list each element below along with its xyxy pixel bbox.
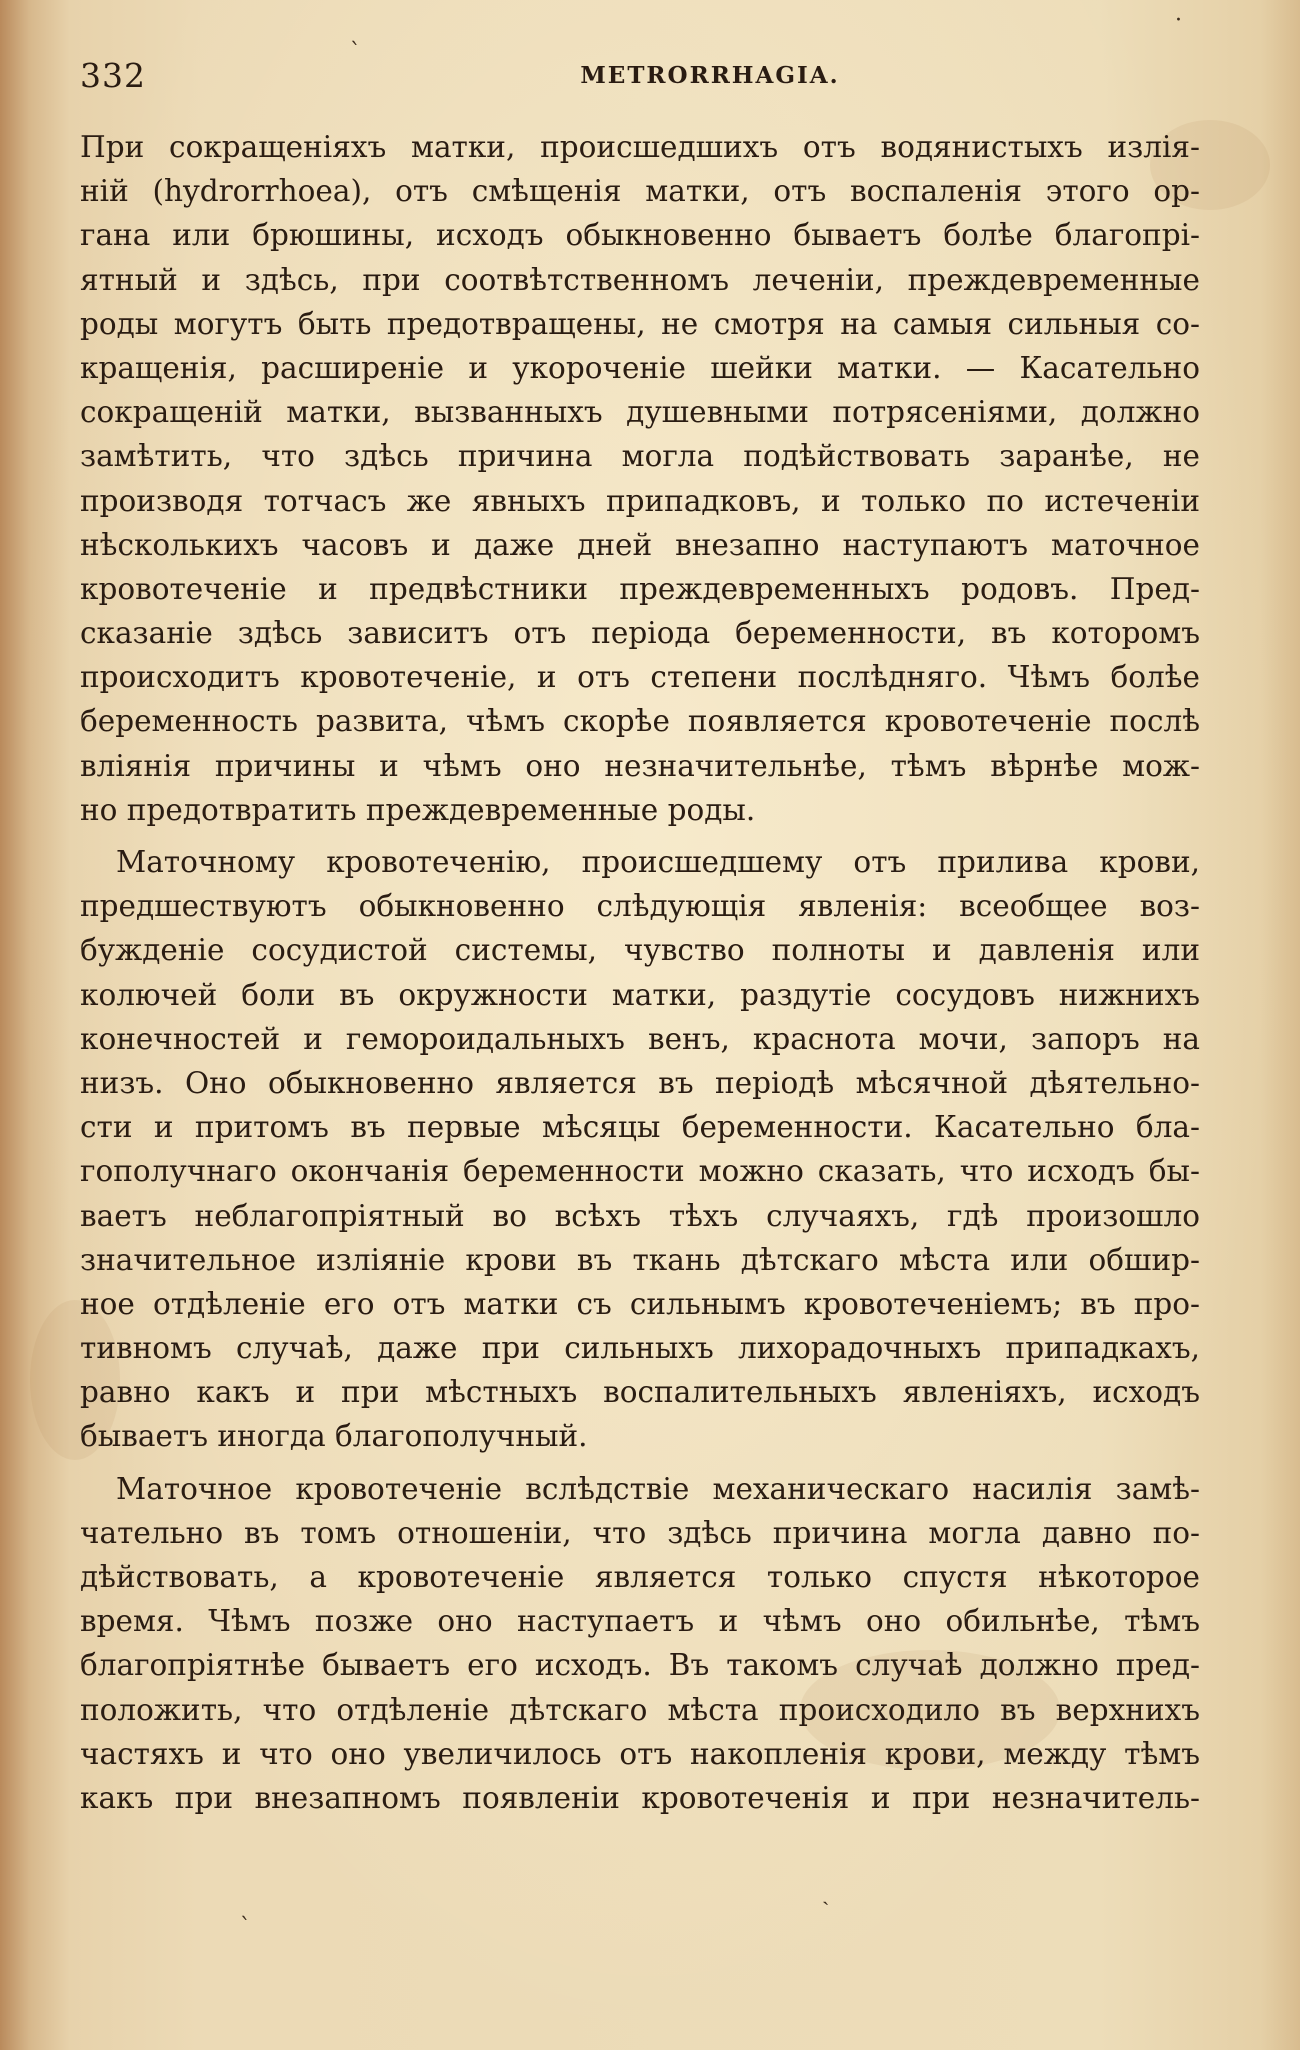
text-line: замѣтить, что здѣсь причина могла подѣйствовать заранѣе, не <box>80 439 1200 474</box>
text-line: кровотеченіе и предвѣстники преждевременныхъ родовъ. Пред- <box>80 571 1200 606</box>
paragraph-gap <box>80 832 1200 840</box>
text-line: роды могутъ быть предотвращены, не смотря на самыя сильныя со- <box>80 306 1200 341</box>
text-line: При сокращеніяхъ матки, происшедшихъ отъ водянистыхъ излія- <box>80 130 1200 164</box>
text-line: какъ при внезапномъ появленіи кровотеченія и при незначитель- <box>80 1780 1200 1815</box>
text-line: бужденіе сосудистой системы, чувство полноты и давленія или <box>80 933 1200 968</box>
text-line: Маточному кровотеченію, происшедшему отъ прилива крови, <box>116 845 1200 879</box>
text-line: конечностей и гемороидальныхъ венъ, краснота мочи, запоръ на <box>80 1021 1200 1056</box>
text-line: тивномъ случаѣ, даже при сильныхъ лихорадочныхъ припадкахъ, <box>80 1331 1200 1366</box>
text-line: ваетъ неблагопріятный во всѣхъ тѣхъ случаяхъ, гдѣ произошло <box>80 1198 1200 1233</box>
text-line: гополучнаго окончанія беременности можно сказать, что исходъ бы- <box>80 1154 1200 1189</box>
paragraph <box>80 1467 1200 1821</box>
text-line: бываетъ иногда благополучный. <box>80 1419 588 1454</box>
text-line: Маточное кровотеченіе вслѣдствіе механическаго насилія замѣ- <box>116 1471 1200 1506</box>
text-line: сокращеній матки, вызванныхъ душевными потрясеніями, должно <box>80 395 1200 430</box>
text-line: время. Чѣмъ позже оно наступаетъ и чѣмъ оно обильнѣе, тѣмъ <box>80 1604 1200 1639</box>
text-line: производя тотчасъ же явныхъ припадковъ, и только по истеченіи <box>80 483 1200 518</box>
text-line: гана или брюшины, исходъ обыкновенно бываетъ болѣе благопрі- <box>80 218 1200 253</box>
text-line: чательно въ томъ отношеніи, что здѣсь причина могла давно по- <box>80 1515 1200 1550</box>
paragraph <box>80 125 1200 832</box>
speck-mark: · <box>1175 8 1182 33</box>
text-line: частяхъ и что оно увеличилось отъ накопленія крови, между тѣмъ <box>80 1736 1200 1771</box>
text-line: низъ. Оно обыкновенно является въ періодѣ мѣсячной дѣятельно- <box>80 1065 1200 1100</box>
text-line: вліянія причины и чѣмъ оно незначительнѣе, тѣмъ вѣрнѣе мож- <box>80 748 1200 783</box>
text-line: равно какъ и при мѣстныхъ воспалительныхъ явленіяхъ, исходъ <box>80 1375 1200 1410</box>
text-line: предшествуютъ обыкновенно слѣдующія явленія: всеобщее воз- <box>80 889 1200 924</box>
speck-mark: ˋ <box>240 1915 251 1940</box>
running-head: METRORRHAGIA. <box>580 62 840 89</box>
text-line: но предотвратить преждевременные роды. <box>80 792 756 827</box>
text-line: кращенія, расширеніе и укороченіе шейки матки. — Касательно <box>80 350 1200 385</box>
text-line: беременность развита, чѣмъ скорѣе появляется кровотеченіе послѣ <box>80 704 1200 739</box>
paragraph <box>80 840 1200 1459</box>
text-line: ній (hydrorrhoea), отъ смѣщенія матки, отъ воспаленія этого ор- <box>80 174 1200 209</box>
text-line: нѣсколькихъ часовъ и даже дней внезапно наступаютъ маточное <box>80 527 1200 562</box>
text-line: происходитъ кровотеченіе, и отъ степени послѣдняго. Чѣмъ болѣе <box>80 660 1200 695</box>
text-line: ное отдѣленіе его отъ матки съ сильнымъ кровотеченіемъ; въ про- <box>80 1286 1200 1321</box>
page-number: 332 <box>80 56 146 95</box>
text-line: значительное изліяніе крови въ ткань дѣтскаго мѣста или обшир- <box>80 1242 1200 1277</box>
text-line: сти и притомъ въ первые мѣсяцы беременности. Касательно бла- <box>80 1110 1200 1145</box>
paragraph-gap <box>80 1459 1200 1467</box>
text-line: колючей боли въ окружности матки, раздутіе сосудовъ нижнихъ <box>80 977 1200 1012</box>
body-text <box>80 125 1200 1820</box>
speck-mark: ˏ <box>822 1881 830 1906</box>
page-header <box>80 56 1200 96</box>
speck-mark: ˋ <box>350 40 361 65</box>
text-line: ятный и здѣсь, при соотвѣтственномъ леченіи, преждевременные <box>80 262 1200 297</box>
text-line: благопріятнѣе бываетъ его исходъ. Въ такомъ случаѣ должно пред- <box>80 1648 1200 1683</box>
text-line: дѣйствовать, а кровотеченіе является только спустя нѣкоторое <box>80 1560 1200 1594</box>
text-line: сказаніе здѣсь зависитъ отъ періода беременности, въ которомъ <box>80 616 1200 651</box>
text-line: положить, что отдѣленіе дѣтскаго мѣста происходило въ верхнихъ <box>80 1692 1200 1727</box>
